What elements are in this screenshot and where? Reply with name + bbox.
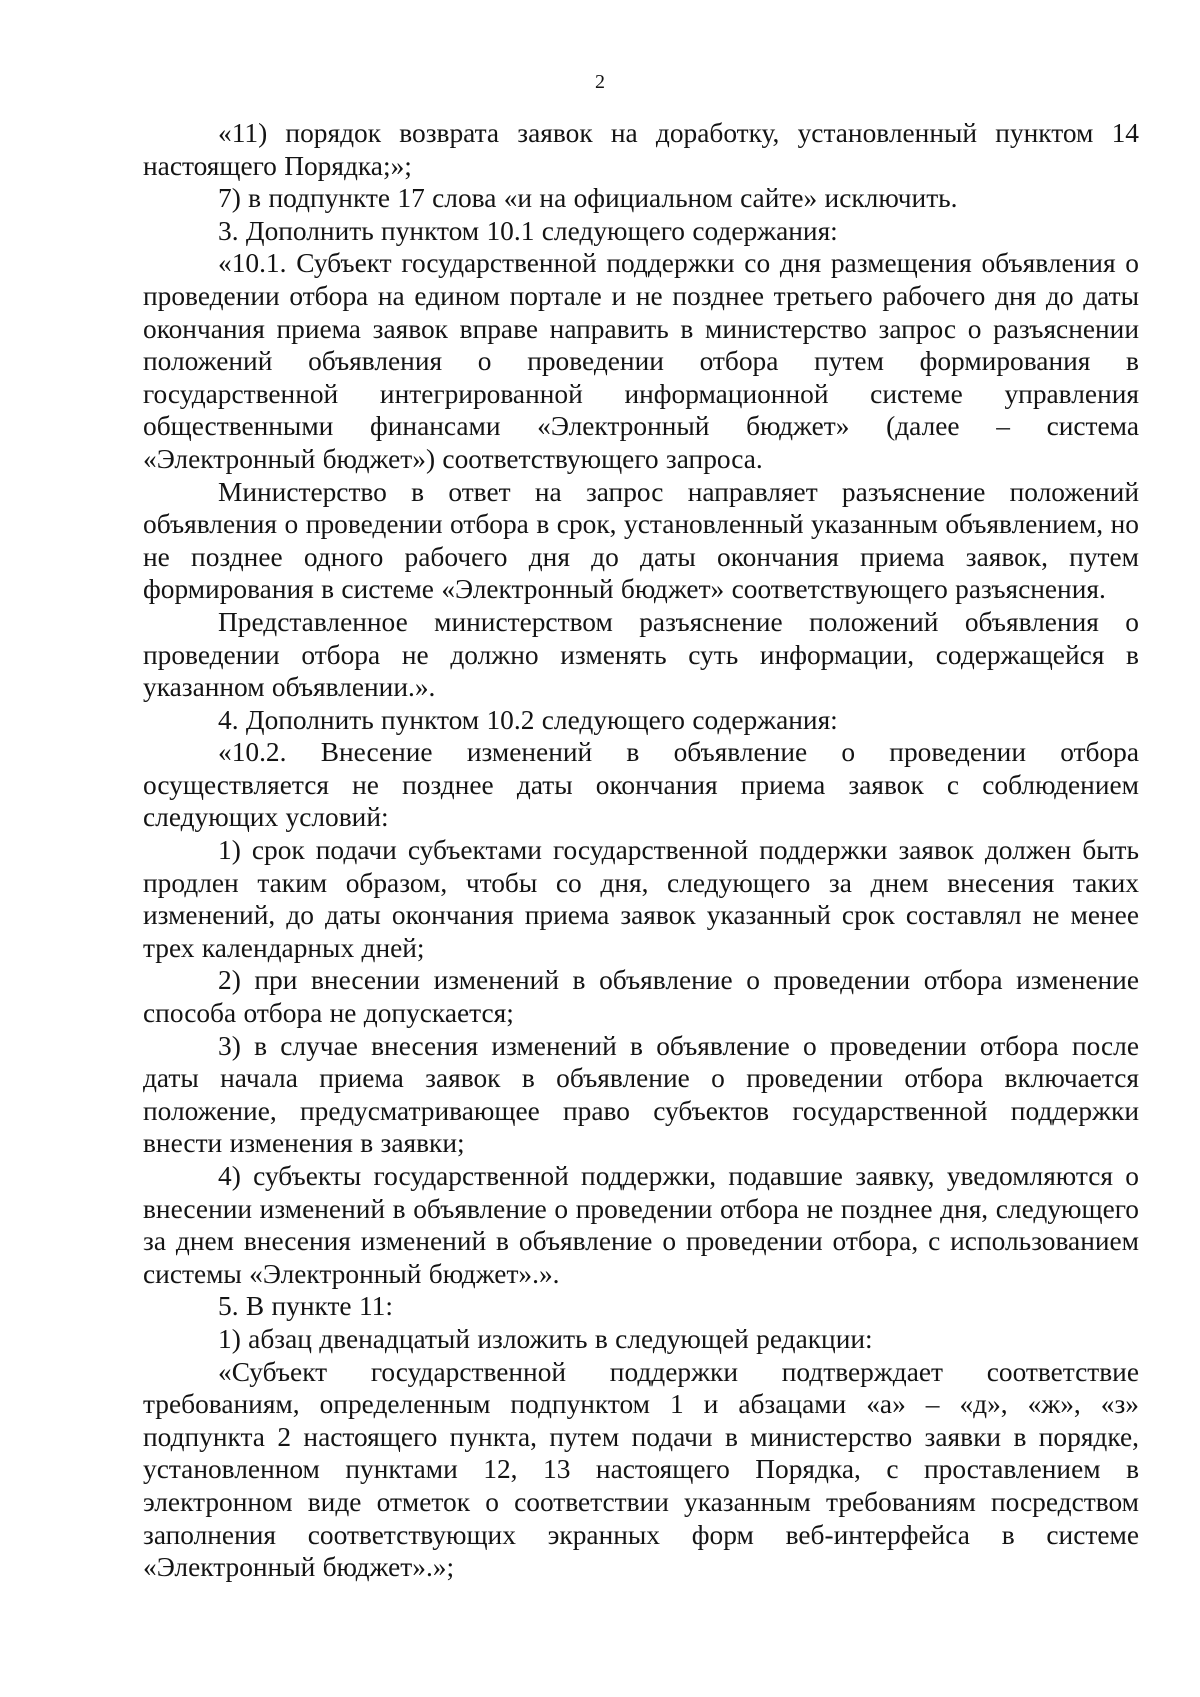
paragraph: Министерство в ответ на запрос направляет разъяснение положений объявления о проведении отбора в срок, установленный указанным объявлением, но не позднее одного рабочего дня до даты окончания приема заявок, путем формирования в системе «Электронный бюджет» соответствующего разъяснения. — [143, 476, 1139, 605]
paragraph: 4. Дополнить пунктом 10.2 следующего содержания: — [218, 704, 838, 735]
paragraph: Представленное министерством разъяснение положений объявления о проведении отбора не должно изменять суть информации, содержащейся в указанном объявлении.». — [143, 606, 1139, 703]
document-body — [143, 117, 1139, 1584]
paragraph: 1) срок подачи субъектами государственной поддержки заявок должен быть продлен таким образом, чтобы со дня, следующего за днем внесения таких изменений, до даты окончания приема заявок указанный срок составлял не менее трех календарных дней; — [143, 835, 1139, 963]
paragraph: «10.2. Внесение изменений в объявление о проведении отбора осуществляется не позднее даты окончания приема заявок с соблюдением следующих условий: — [143, 737, 1139, 833]
paragraph: «10.1. Субъект государственной поддержки со дня размещения объявления о проведении отбора на едином портале и не позднее третьего рабочего дня до даты окончания приема заявок вправе направить в министерство запрос о разъяснении положений объявления о проведении отбора путем формирования в государственной интегрированной информационной системе управления общественными финансами «Электронный бюджет» (далее – система «Электронный бюджет») соответствующего запроса. — [143, 248, 1139, 474]
paragraph: «11) порядок возврата заявок на доработку, установленный пунктом 14 настоящего Порядка;»; — [143, 118, 1139, 181]
paragraph: 4) субъекты государственной поддержки, подавшие заявку, уведомляются о внесении изменений в объявление о проведении отбора не позднее дня, следующего за днем внесения изменений в объявление о проведении отбора, с использованием системы «Электронный бюджет».». — [143, 1161, 1139, 1289]
paragraph: 3. Дополнить пунктом 10.1 следующего содержания: — [218, 215, 838, 246]
paragraph: 5. В пункте 11: — [218, 1291, 393, 1322]
paragraph: 3) в случае внесения изменений в объявление о проведении отбора после даты начала приема заявок в объявление о проведении отбора включается положение, предусматривающее право субъектов государственной поддержки внести изменения в заявки; — [143, 1030, 1139, 1159]
page-number: 2 — [595, 71, 605, 93]
paragraph: «Субъект государственной поддержки подтверждает соответствие требованиям, определенным подпунктом 1 и абзацами «а» – «д», «ж», «з» подпункта 2 настоящего пункта, путем подачи в министерство заявки в порядке, установленном пунктами 12, 13 настоящего Порядка, с проставлением в электронном виде отметок о соответствии указанным требованиям посредством заполнения соответствующих экранных форм веб-интерфейса в системе «Электронный бюджет».»; — [143, 1356, 1139, 1583]
paragraph: 2) при внесении изменений в объявление о проведении отбора изменение способа отбора не допускается; — [143, 965, 1139, 1029]
paragraph: 7) в подпункте 17 слова «и на официальном сайте» исключить. — [218, 183, 958, 214]
paragraph: 1) абзац двенадцатый изложить в следующей редакции: — [218, 1323, 873, 1354]
